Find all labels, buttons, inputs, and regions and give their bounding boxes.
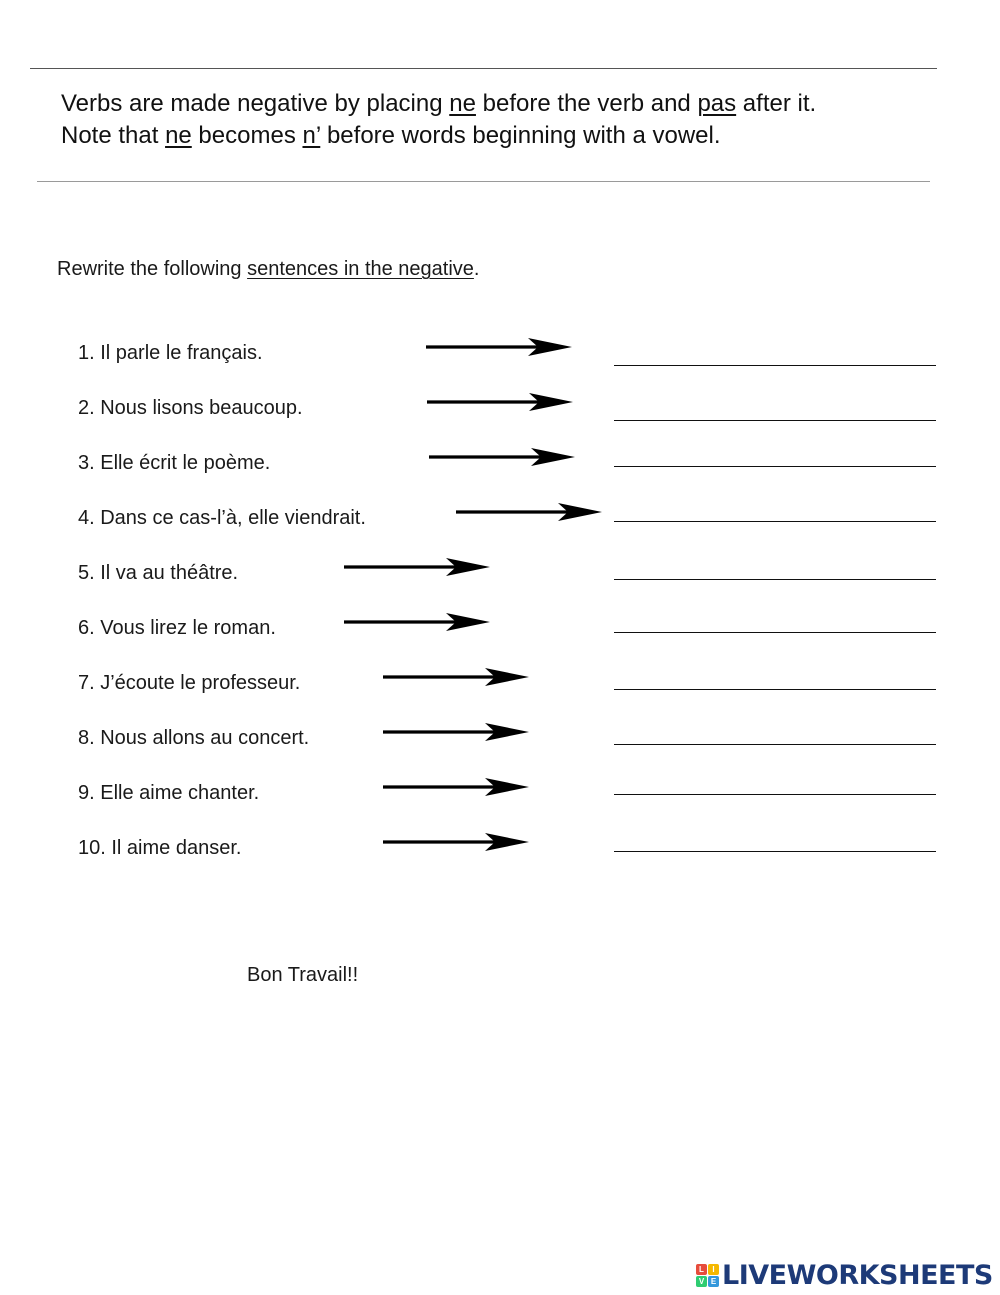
answer-input-10[interactable]	[614, 826, 936, 852]
bottom-divider	[37, 181, 930, 182]
logo-text: LIVEWORKSHEETS	[722, 1259, 993, 1291]
exercise-sentence: 3. Elle écrit le poème.	[78, 452, 271, 474]
intro-text: Note that	[61, 122, 166, 149]
answer-input-4[interactable]	[614, 496, 936, 522]
exercise-sentence: 4. Dans ce cas-l’à, elle viendrait.	[78, 507, 366, 529]
exercise-7	[0, 670, 1000, 710]
answer-input-6[interactable]	[614, 607, 936, 633]
arrow-icon	[426, 336, 574, 358]
arrow-icon	[383, 831, 531, 853]
exercise-6	[0, 615, 1000, 655]
logo-block: V	[696, 1276, 707, 1287]
exercise-5	[0, 560, 1000, 600]
intro-text: Verbs are made negative by placing	[61, 90, 450, 117]
top-divider	[30, 68, 937, 69]
intro-text: after it.	[736, 90, 817, 117]
instruction	[57, 256, 479, 282]
answer-input-3[interactable]	[614, 441, 936, 467]
liveworksheets-logo	[696, 1258, 993, 1292]
exercise-4	[0, 505, 1000, 545]
logo-block: L	[696, 1264, 707, 1275]
answer-input-2[interactable]	[614, 395, 936, 421]
logo-block: E	[708, 1276, 719, 1287]
intro-keyword-n: n’	[302, 122, 321, 149]
exercise-sentence: 5. Il va au théâtre.	[78, 562, 239, 584]
arrow-icon	[427, 391, 575, 413]
exercise-sentence: 2. Nous lisons beaucoup.	[78, 397, 303, 419]
exercise-sentence: 10. Il aime danser.	[78, 837, 242, 859]
exercise-9	[0, 780, 1000, 820]
exercise-10	[0, 835, 1000, 875]
intro-line-2	[61, 121, 721, 151]
intro-line-1	[61, 89, 816, 119]
arrow-icon	[383, 721, 531, 743]
logo-icon	[696, 1264, 719, 1287]
exercise-3	[0, 450, 1000, 490]
instruction-text: Rewrite the following	[57, 258, 248, 280]
exercise-1	[0, 340, 1000, 380]
answer-input-8[interactable]	[614, 719, 936, 745]
closing-message: Bon Travail!!	[247, 964, 359, 986]
exercise-8	[0, 725, 1000, 765]
intro-keyword-ne: ne	[165, 122, 192, 149]
intro-keyword-pas: pas	[697, 90, 737, 117]
instruction-emphasis: sentences in the negative	[247, 258, 474, 280]
instruction-text: .	[473, 258, 480, 280]
arrow-icon	[344, 611, 492, 633]
intro-text: before words beginning with a vowel.	[320, 122, 721, 149]
arrow-icon	[383, 666, 531, 688]
answer-input-7[interactable]	[614, 664, 936, 690]
exercise-sentence: 9. Elle aime chanter.	[78, 782, 260, 804]
exercise-sentence: 8. Nous allons au concert.	[78, 727, 310, 749]
arrow-icon	[429, 446, 577, 468]
arrow-icon	[344, 556, 492, 578]
intro-text: before the verb and	[475, 90, 698, 117]
answer-input-9[interactable]	[614, 769, 936, 795]
answer-input-5[interactable]	[614, 554, 936, 580]
arrow-icon	[456, 501, 604, 523]
logo-block: I	[708, 1264, 719, 1275]
exercise-sentence: 6. Vous lirez le roman.	[78, 617, 276, 639]
intro-keyword-ne: ne	[449, 90, 476, 117]
exercise-sentence: 1. Il parle le français.	[78, 342, 263, 364]
answer-input-1[interactable]	[614, 340, 936, 366]
exercise-sentence: 7. J’écoute le professeur.	[78, 672, 301, 694]
arrow-icon	[383, 776, 531, 798]
intro-text: becomes	[191, 122, 303, 149]
exercise-2	[0, 395, 1000, 435]
